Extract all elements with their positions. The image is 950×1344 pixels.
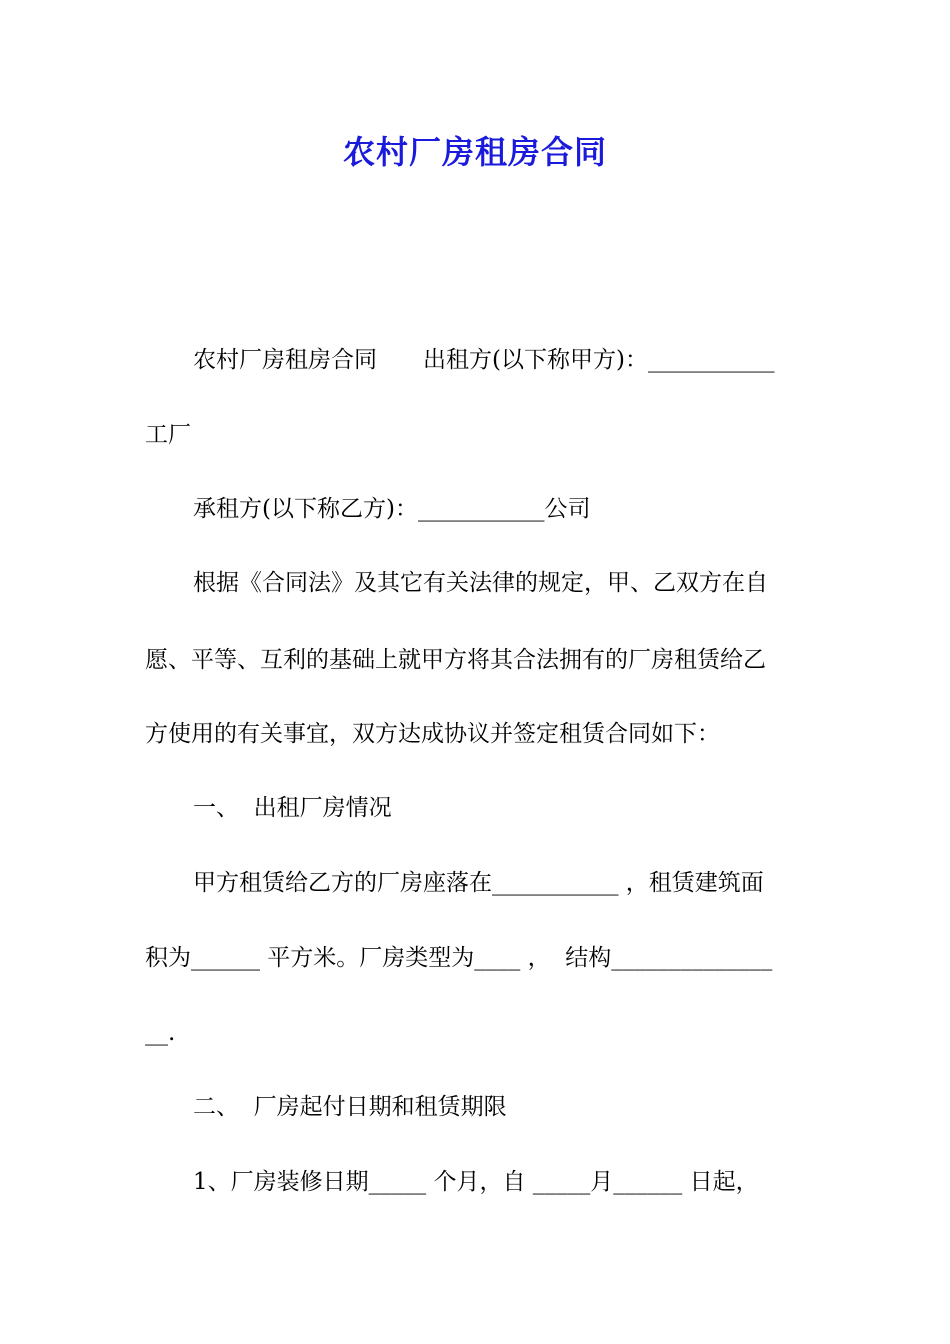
paragraph-line-preamble-3: 方使用的有关事宜，双方达成协议并签定租赁合同如下： [145,721,720,747]
paragraph-line-location: 甲方租赁给乙方的厂房座落在___________ ，租赁建筑面 [193,870,764,896]
document-title: 农村厂房租房合同 [342,133,607,171]
paragraph-line-renovation: 1、厂房装修日期_____ 个月，自 _____月______ 日起， [193,1169,759,1195]
section-heading-1: 一、 出租厂房情况 [193,795,392,821]
paragraph-line-structure-end: __. [145,1020,176,1046]
paragraph-line-parties-lessor: 农村厂房租房合同 出租方(以下称甲方)：___________ [193,347,775,373]
paragraph-line-lessee: 承租方(以下称乙方)：___________公司 [193,496,591,522]
paragraph-line-preamble-2: 愿、平等、互利的基础上就甲方将其合法拥有的厂房租赁给乙 [145,647,766,673]
section-heading-2: 二、 厂房起付日期和租赁期限 [193,1094,507,1120]
paragraph-line-factory: 工厂 [145,422,191,448]
paragraph-line-area: 积为______ 平方米。厂房类型为____ ， 结构______________ [145,945,773,971]
paragraph-line-preamble-1: 根据《合同法》及其它有关法律的规定，甲、乙双方在自 [193,570,768,596]
